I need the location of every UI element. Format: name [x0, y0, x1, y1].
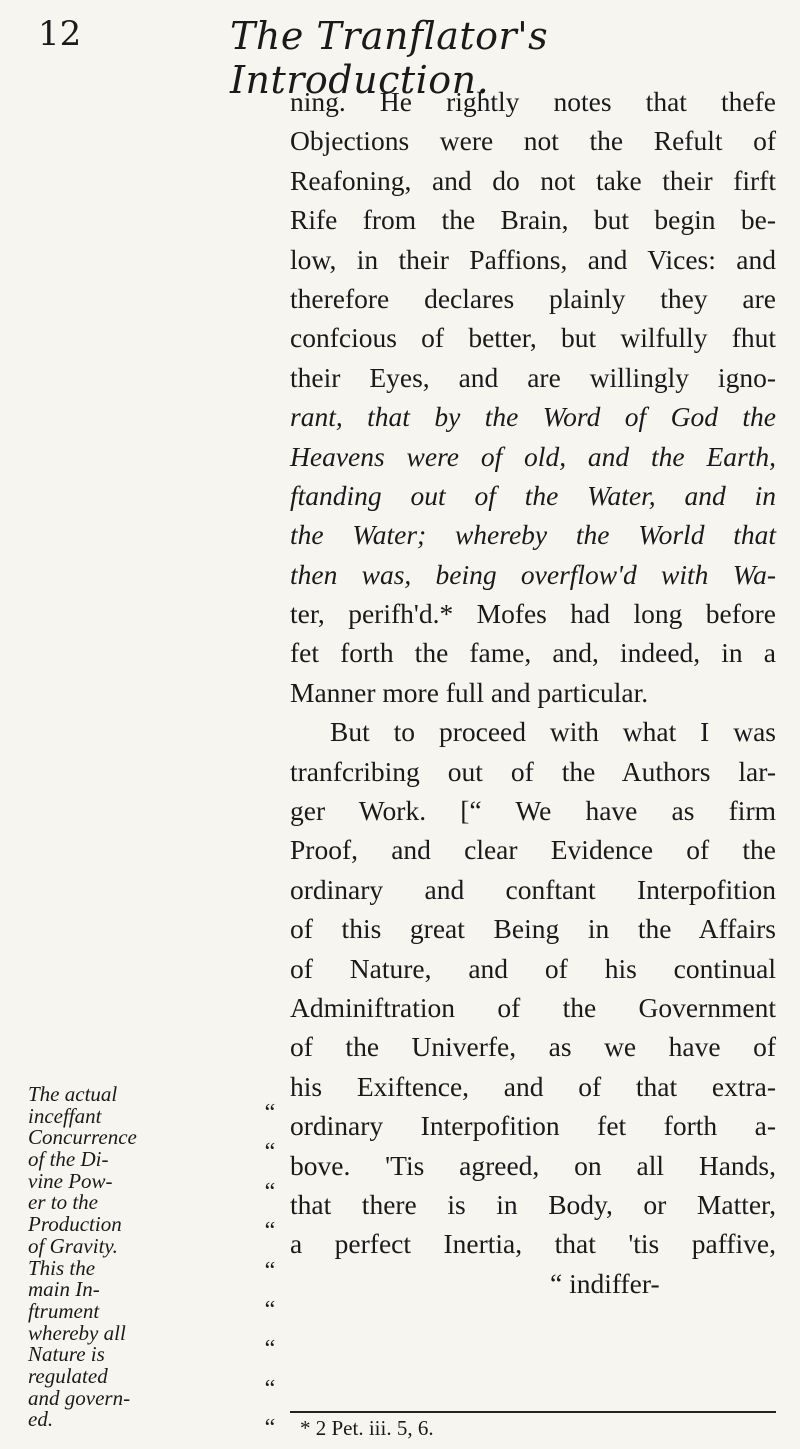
text-line: bove. 'Tis agreed, on all Hands,: [290, 1149, 776, 1181]
margin-note-line: regulated: [28, 1363, 108, 1388]
text-line: the Water; whereby the World that: [290, 519, 776, 551]
margin-note-line: and govern-: [28, 1385, 131, 1410]
text-line: that there is in Body, or Matter,: [290, 1188, 776, 1220]
margin-note-line: Concurrence: [28, 1125, 137, 1150]
quote-mark: “: [264, 1218, 276, 1245]
quote-mark: “: [264, 1139, 276, 1166]
margin-note-line: er to the: [28, 1190, 98, 1215]
quote-mark: “: [264, 1296, 276, 1323]
text-line: therefore declares plainly they are: [290, 282, 776, 314]
text-line: their Eyes, and are willingly igno-: [290, 361, 776, 393]
margin-note-line: of the Di-: [28, 1147, 109, 1172]
text-line: ordinary Interpofition fet forth a-: [290, 1110, 776, 1142]
text-line: tranfcribing out of the Authors lar-: [290, 755, 776, 787]
text-line: his Exiftence, and of that extra-: [290, 1070, 776, 1102]
text-line: Manner more full and particular.: [290, 676, 649, 708]
body-text: [290, 82, 776, 1303]
footnote-divider: [290, 1411, 776, 1413]
text-line: Heavens were of old, and the Earth,: [290, 440, 776, 472]
text-line: low, in their Paffions, and Vices: and: [290, 243, 776, 275]
text-line: Proof, and clear Evidence of the: [290, 834, 776, 866]
footnote: * 2 Pet. iii. 5, 6.: [300, 1416, 434, 1440]
margin-note-line: Production: [28, 1212, 122, 1237]
margin-note-line: Nature is: [28, 1342, 105, 1367]
text-line: ter, perifh'd.* Mofes had long before: [290, 598, 776, 630]
quote-mark: “: [264, 1100, 276, 1126]
text-line: But to proceed with what I was: [330, 716, 776, 748]
text-line: a perfect Inertia, that 'tis paffive,: [290, 1228, 776, 1260]
text-line: then was, being overflow'd with Wa-: [290, 558, 776, 590]
quote-mark: “: [264, 1336, 276, 1363]
margin-note-line: inceffant: [28, 1103, 102, 1128]
margin-note-line: ftrument: [28, 1298, 100, 1323]
text-line: Reafoning, and do not take their firft: [290, 164, 776, 196]
margin-note-line: whereby all: [28, 1320, 126, 1345]
text-line: fet forth the fame, and, indeed, in a: [290, 637, 776, 669]
text-line: confcious of better, but wilfully fhut: [290, 322, 776, 354]
text-line: rant, that by the Word of God the: [290, 401, 776, 433]
margin-note-line: of Gravity.: [28, 1233, 118, 1258]
quote-mark: “: [264, 1415, 276, 1442]
quote-mark: “: [264, 1178, 276, 1205]
quote-mark: “: [264, 1375, 276, 1402]
text-line: ger Work. [“ We have as firm: [290, 795, 776, 827]
text-line: of Nature, and of his continual: [290, 952, 776, 984]
running-title: The Tranflator's Introduction.: [230, 14, 549, 102]
text-line: Rife from the Brain, but begin be-: [290, 204, 776, 236]
margin-note-line: ed.: [28, 1407, 54, 1432]
margin-note-line: The actual: [28, 1082, 118, 1106]
margin-note: [28, 1084, 273, 1431]
text-line: of this great Being in the Affairs: [290, 913, 776, 945]
text-line: ning. He rightly notes that thefe: [290, 86, 776, 117]
text-line: Adminiftration of the Government: [290, 991, 776, 1023]
text-line: ordinary and conftant Interpofition: [290, 873, 776, 905]
quote-mark: “: [264, 1257, 276, 1284]
text-line: “ indiffer-: [550, 1267, 660, 1299]
margin-note-line: This the: [28, 1255, 96, 1280]
margin-note-line: vine Pow-: [28, 1168, 113, 1193]
page-number: 12: [38, 14, 82, 54]
margin-note-line: main In-: [28, 1277, 100, 1302]
text-line: Objections were not the Refult of: [290, 125, 776, 157]
text-line: ftanding out of the Water, and in: [290, 479, 776, 511]
text-line: of the Univerfe, as we have of: [290, 1031, 776, 1063]
